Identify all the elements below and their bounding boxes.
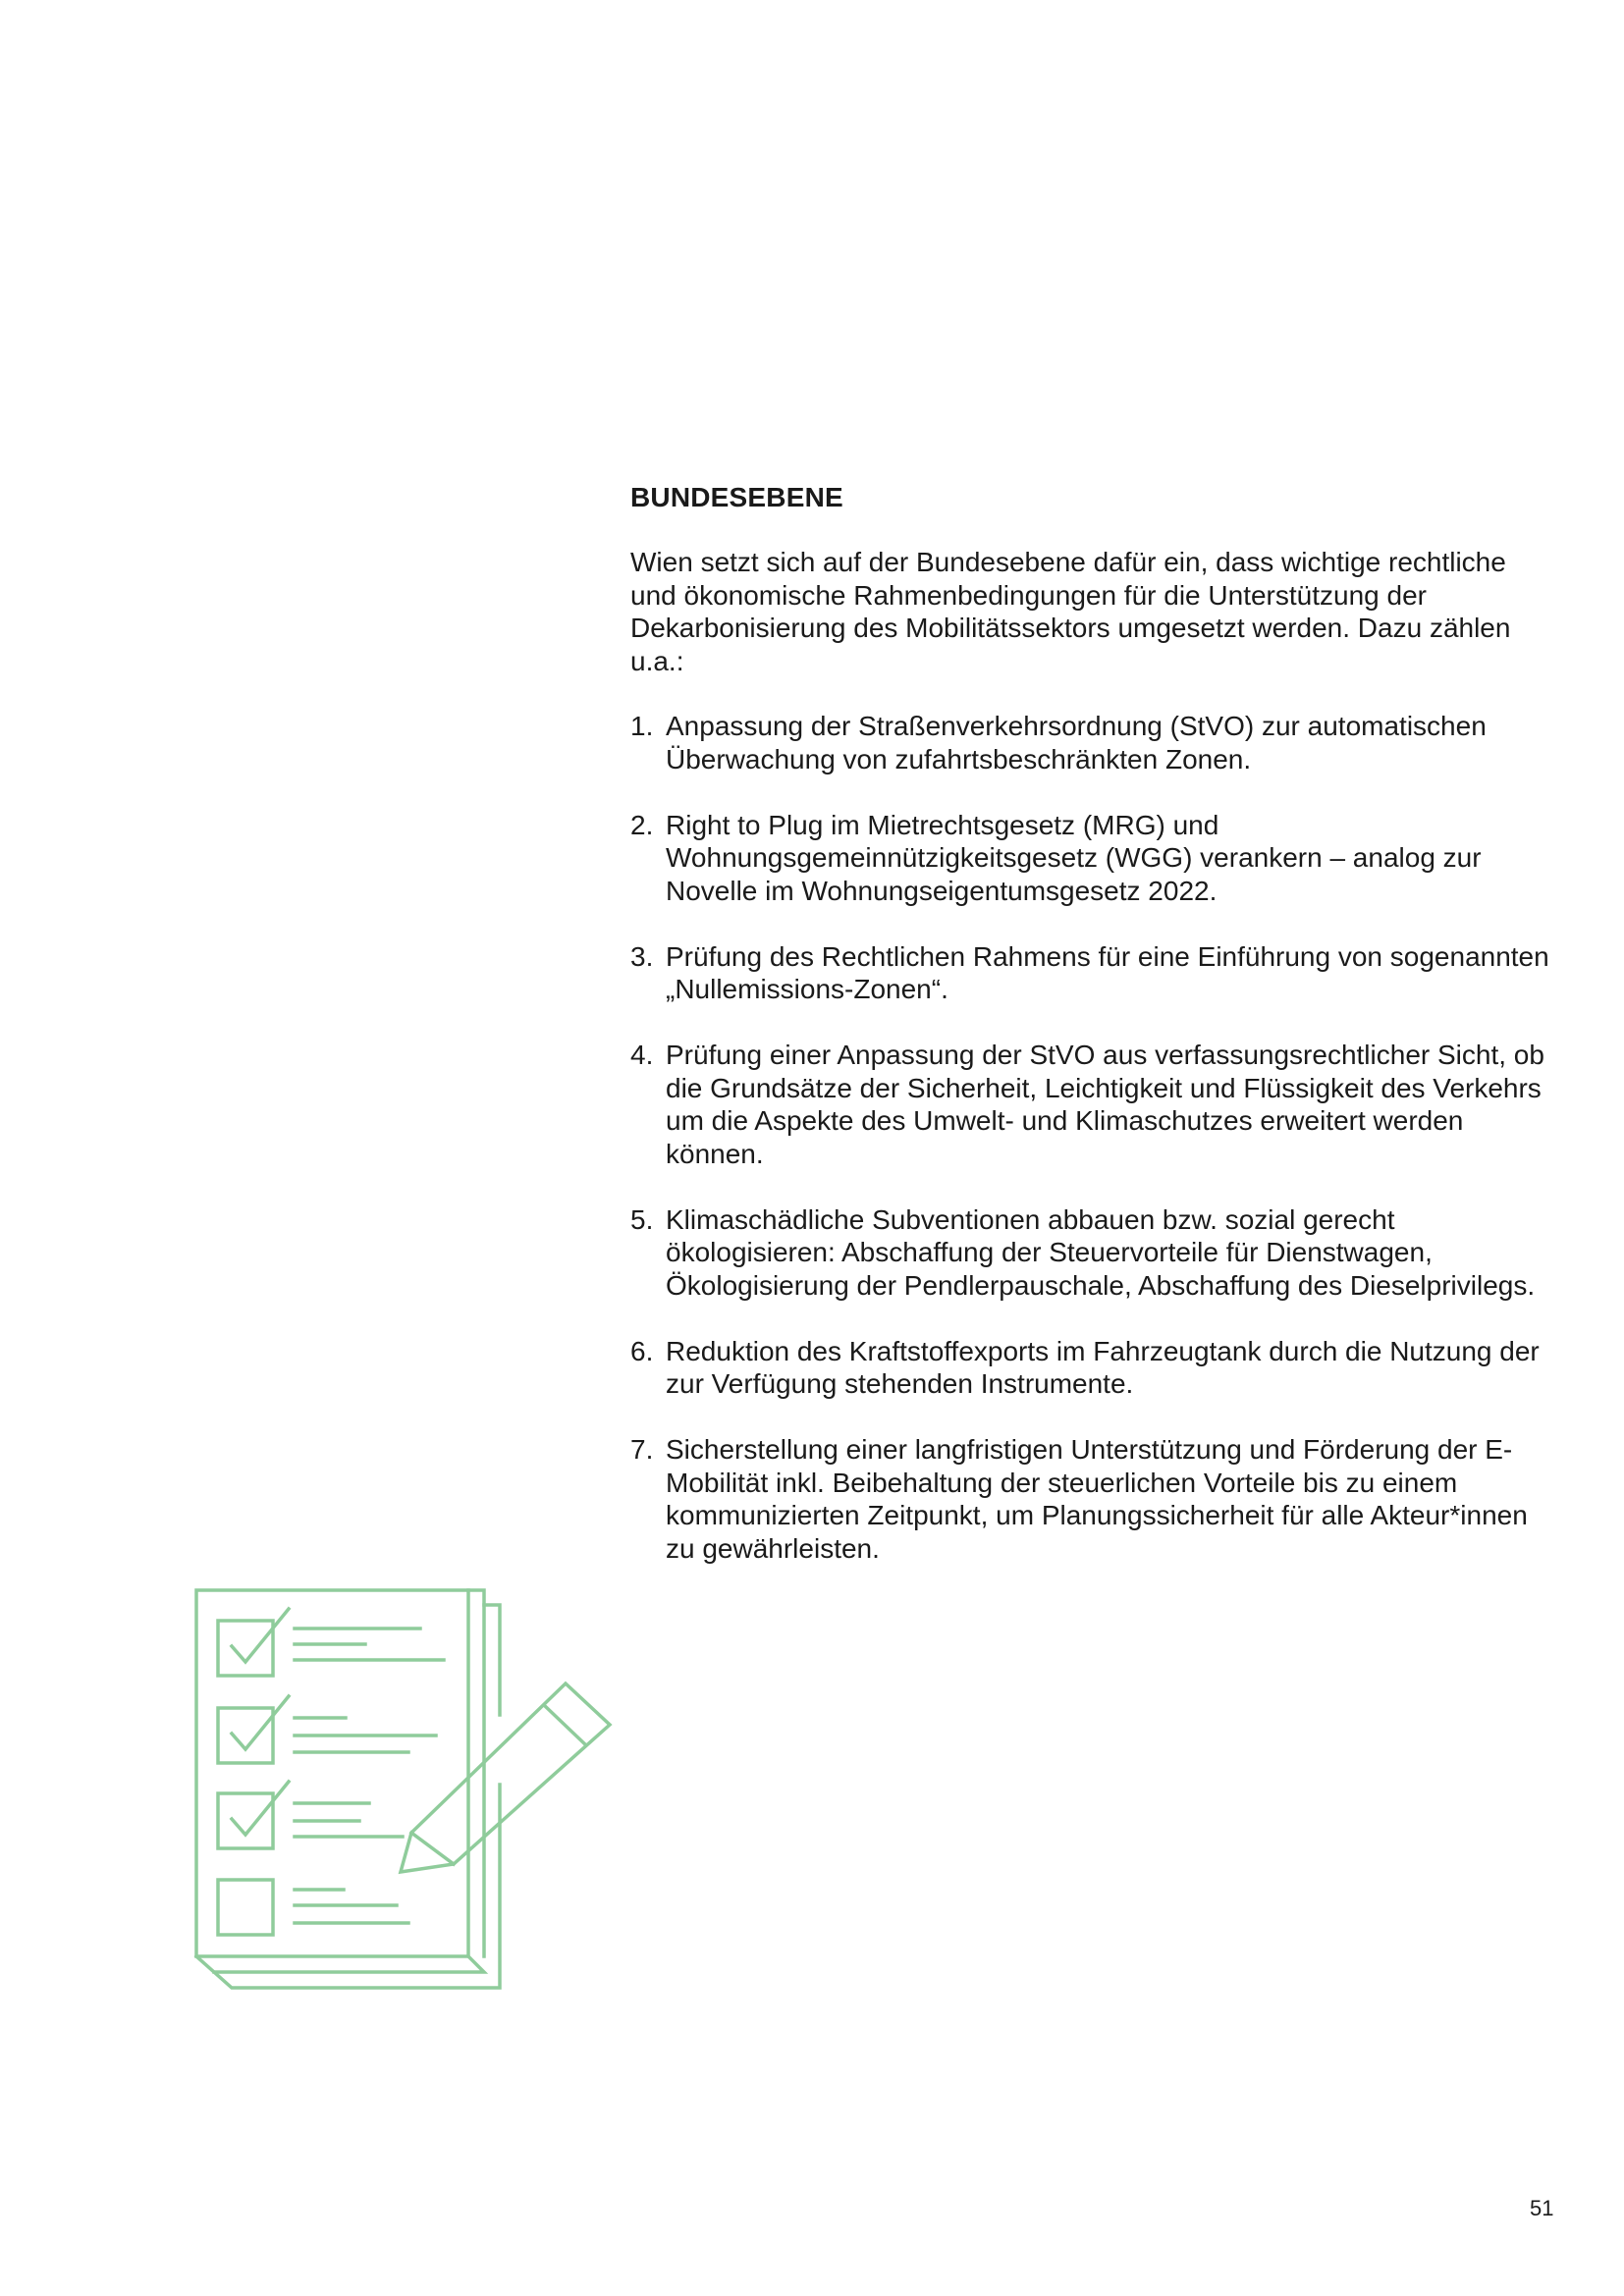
back-page-outline-2: [484, 1605, 500, 1715]
measures-list: [630, 710, 1553, 1565]
checkmark-2: [232, 1696, 289, 1749]
list-item-text: Klimaschädliche Subventionen abbauen bzw. sozial gerecht ökologisieren: Abschaffung der Steuervorteile für Dienstwagen, Ökologisierung der Pendlerpauschale, Abschaffung des Dieselprivilegs.: [666, 1203, 1536, 1301]
list-item: [630, 1335, 1553, 1401]
list-item-text: Anpassung der Straßenverkehrsordnung (StVO) zur automatischen Überwachung von zufahrtsbeschränkten Zonen.: [666, 711, 1487, 774]
list-item-number: 5.: [630, 1203, 654, 1235]
list-item-number: 3.: [630, 940, 654, 972]
list-item-number: 1.: [630, 711, 654, 741]
list-item: [630, 1433, 1553, 1565]
checkbox-4: [218, 1880, 273, 1935]
list-item: [630, 710, 1553, 775]
pencil-ferrule: [544, 1705, 586, 1745]
pencil-tip-line: [411, 1833, 454, 1864]
pencil-body: [401, 1683, 610, 1872]
list-item: [630, 940, 1553, 1006]
list-item-number: 4.: [630, 1040, 654, 1070]
main-content: [630, 481, 1553, 1598]
checkbox-3: [218, 1793, 273, 1848]
list-item: [630, 1039, 1553, 1170]
checkmark-1: [232, 1609, 289, 1662]
middle-page-bottom: [214, 1956, 484, 1972]
list-item: [630, 809, 1553, 908]
list-item-number: 6.: [630, 1335, 654, 1366]
intro-paragraph: Wien setzt sich auf der Bundesebene dafür ein, dass wichtige rechtliche und ökonomische Rahmenbedingungen für die Unterstützung der Dekarbonisierung des Mobilitätssektors umgesetzt werden. Dazu zählen u.a.:: [630, 547, 1511, 676]
checkmark-3: [232, 1782, 289, 1835]
page-number: 51: [1530, 2196, 1554, 2220]
list-item-text: Prüfung einer Anpassung der StVO aus verfassungsrechtlicher Sicht, ob die Grundsätze der Sicherheit, Leichtigkeit und Flüssigkeit des Verkehrs um die Aspekte des Umwelt- und Klimaschutzes erweitert werden können.: [666, 1040, 1544, 1169]
list-item-text: Sicherstellung einer langfristigen Unterstützung und Förderung der E-Mobilität inkl. Beibehaltung der steuerlichen Vorteile bis zu einem kommunizierten Zeitpunkt, um Planungssicherheit für alle Akteur*innen zu gewährleisten.: [666, 1434, 1528, 1564]
checklist-with-pencil-icon: [187, 1575, 621, 1990]
list-item-text: Right to Plug im Mietrechtsgesetz (MRG) und Wohnungsgemeinnützigkeitsgesetz (WGG) verankern – analog zur Novelle im Wohnungseigentumsgesetz 2022.: [666, 809, 1482, 906]
list-item-text: Reduktion des Kraftstoffexports im Fahrzeugtank durch die Nutzung der zur Verfügung stehenden Instrumente.: [666, 1335, 1540, 1399]
list-item-number: 2.: [630, 809, 654, 840]
list-item-text: Prüfung des Rechtlichen Rahmens für eine Einführung von sogenannten „Nullemissions-Zonen“.: [666, 940, 1549, 1004]
section-heading: BUNDESEBENE: [630, 482, 843, 512]
list-item-number: 7.: [630, 1434, 654, 1465]
list-item: [630, 1203, 1553, 1303]
checkbox-2: [218, 1708, 273, 1763]
checkbox-1: [218, 1621, 273, 1676]
